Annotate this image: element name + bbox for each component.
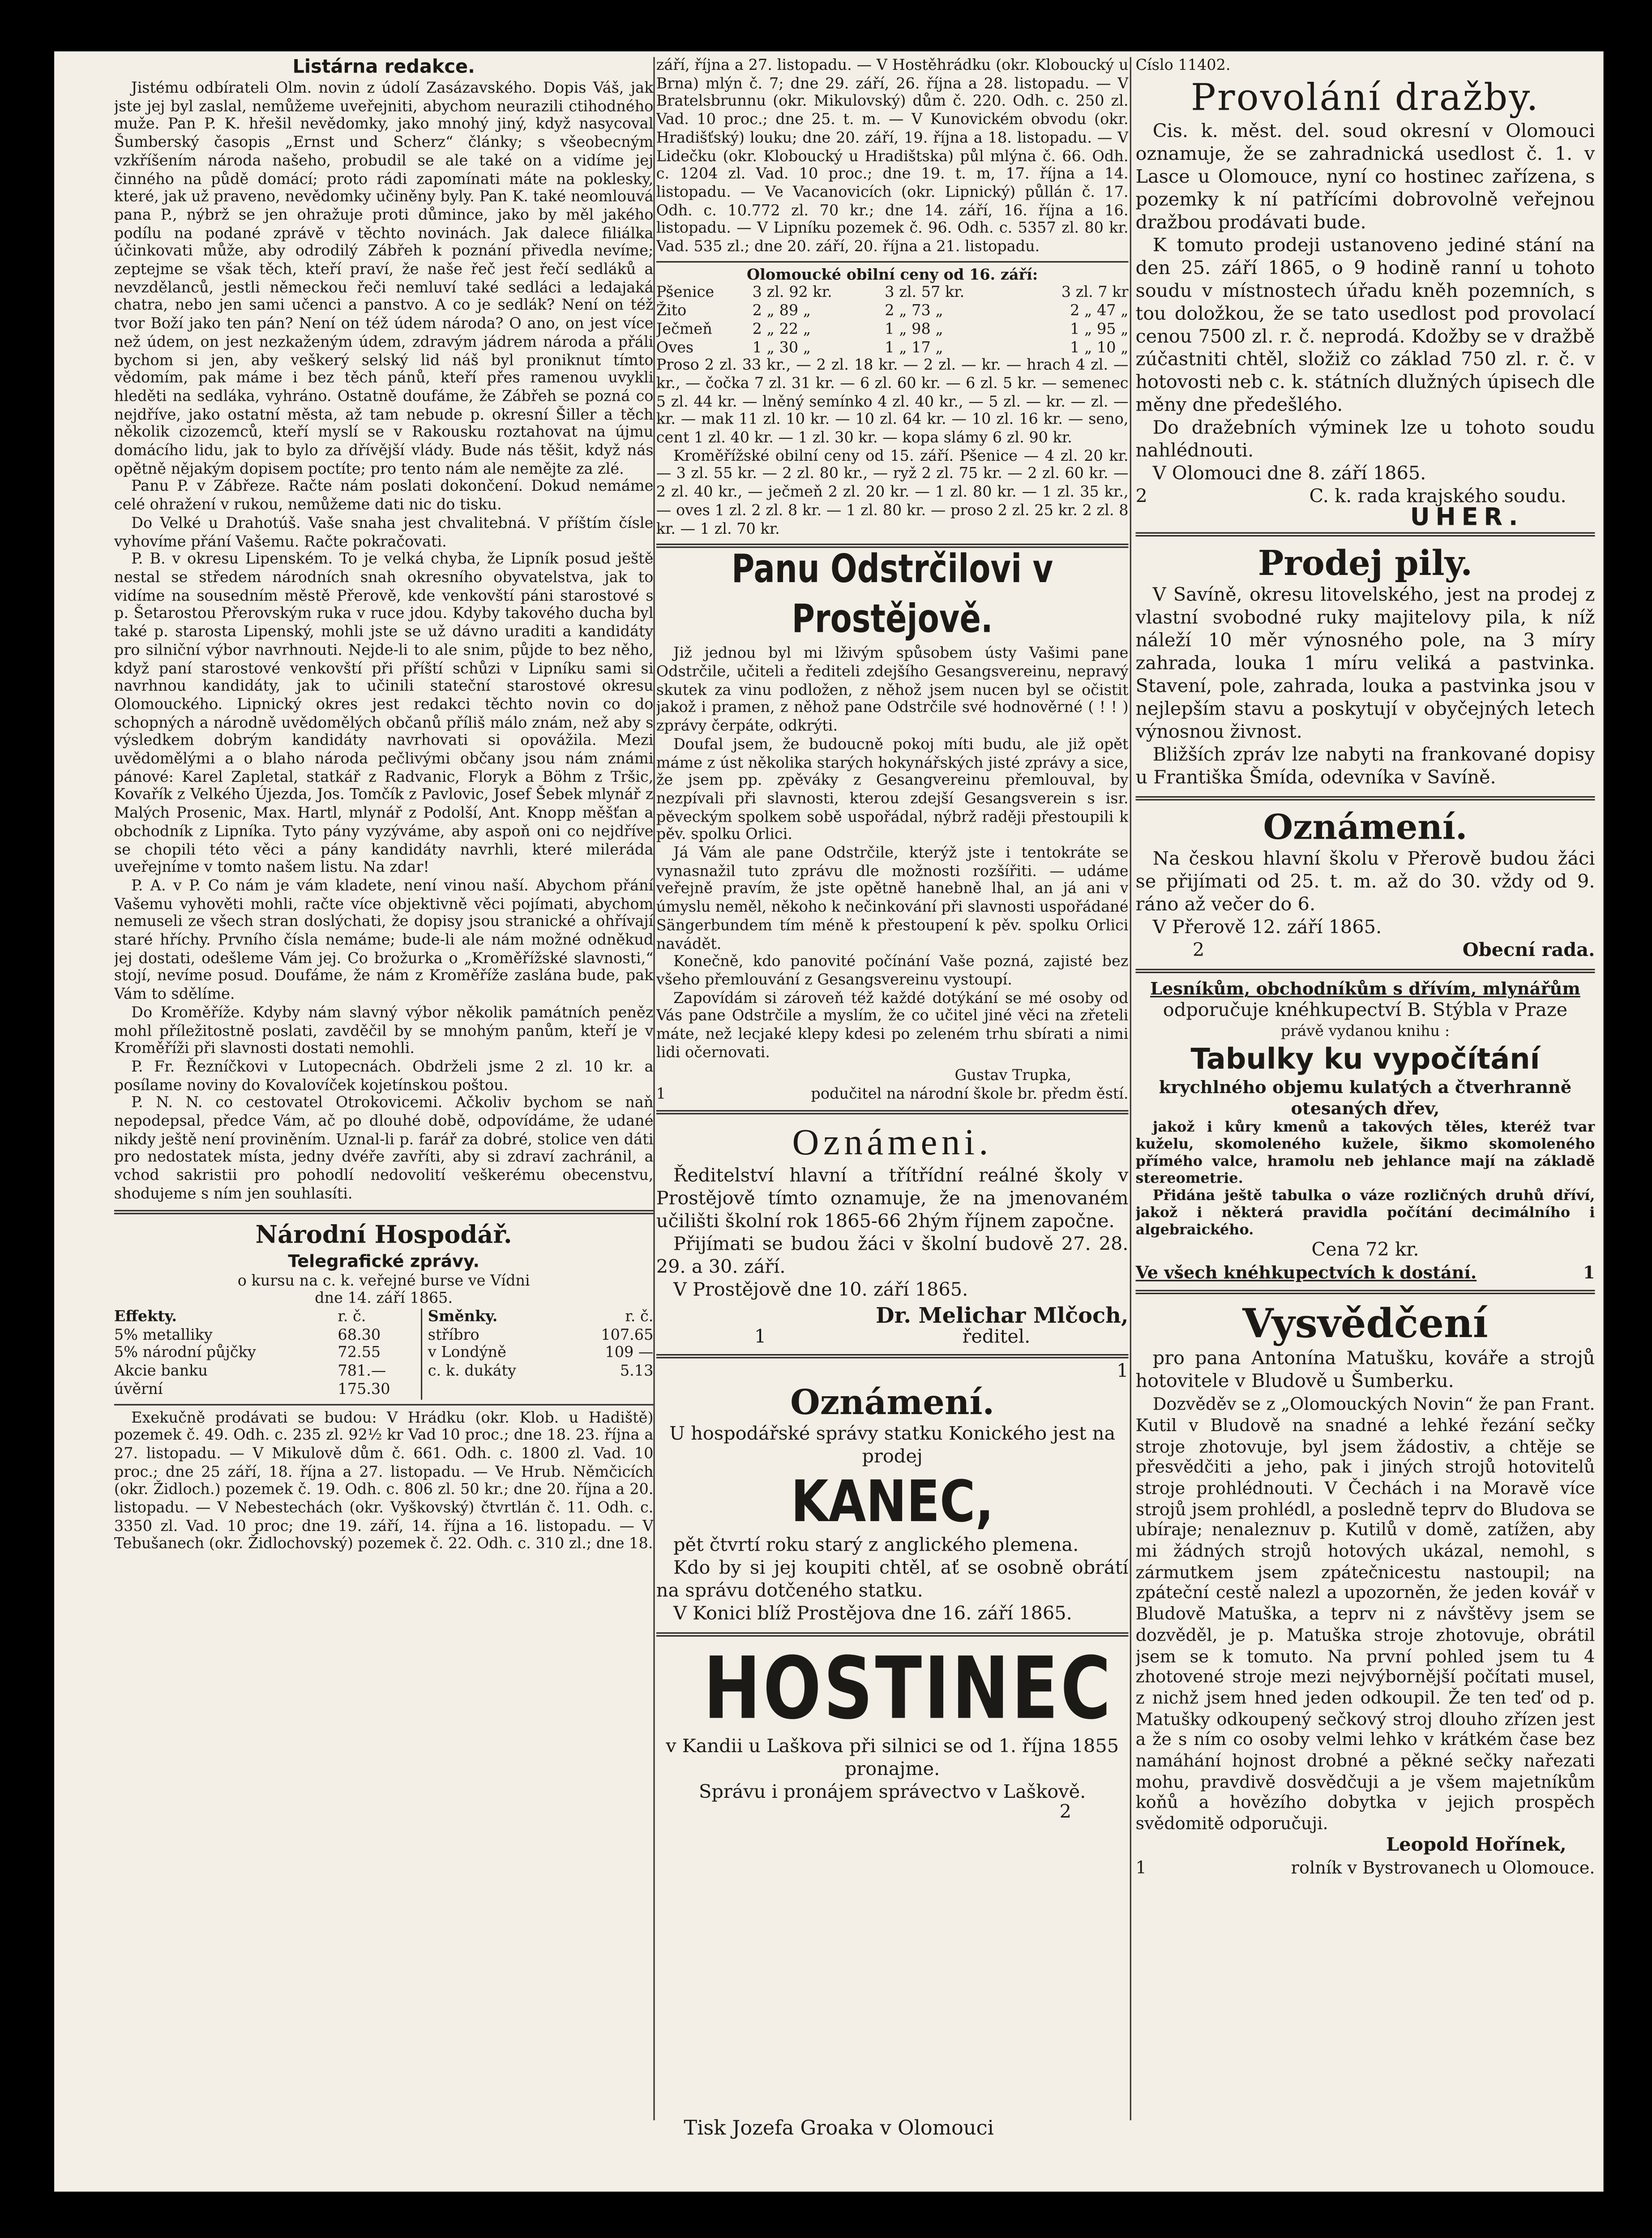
oznameni-paragraph: Na českou hlavní školu v Přerově budou žáci se přijímati od 25. t. m. až do 30. vždy od 9. ráno až večer do 6. [1135, 849, 1595, 917]
cell: stříbro [421, 1326, 570, 1344]
oznameni-signature-title: ředitel. [962, 1326, 1031, 1348]
column-right [1135, 57, 1595, 2123]
provolani-footer [1135, 486, 1595, 509]
column-rule [1130, 57, 1131, 2120]
cell: 1 „ 95 „ [1070, 321, 1129, 338]
section-rule [656, 1633, 1129, 1637]
letter-paragraph: P. B. v okresu Lipenském. To je velká chyba, že Lipník posud ještě nestal se středem národních snah okresního obyvatelstva, jak to vidíme na sousedním městě Přerově, kde venkovští páni starostové s p. Šetarostou Přerovským ruka v ruce jdou. Kdyby takového ducha byl také p. starosta Lipenský, mohli jste se už dávno uraditi a kandidáty pro silniční výbor navrhnouti. Nejde-li to ale snim, půjde to bez něho, když paní starostové venkovští při příští schůzi v Lipníku sami si navrhnou kandidáty, jak to učinili stateční starostové okresu Olomouckého. Lipnický okres jest redakci těchto novin co do schopných a národně uvědomělých občanů příliš málo znám, než aby s výsledkem dobrým kandidáty navrhovati si opovážila. Mezi uvědomělými a o blaho národa pečlivými občany jsou nám známi pánové: Karel Zapletal, statkář z Radvanic, Floryk a Böhm z Tršic, Kovařík z Velkého Újezda, Jos. Tomčík z Pavlovic, Josef Šebek mlynář z Malých Prosenic, Max. Hartl, mlynář z Podolší, Ant. Knopp měšťan a obchodník z Lipníka. Tyto pány vyzýváme, aby aspoň oni co nejdříve se chopili této věci a pány kandidáty navrhli, které mileráda uveřejníme v tomto našem listu. Na zdar! [114, 551, 654, 877]
header-rc: r. č. [338, 1308, 366, 1326]
printer-footer: Tisk Jozefa Groaka v Olomouci [684, 2117, 994, 2140]
tabulky-availability: Ve všech knéhkupectvích k dostání. [1135, 1263, 1477, 1283]
oznameni-footer [656, 1326, 1129, 1348]
lesnikum-heading: Lesníkům, obchodníkům s dřívím, mlynářům [1150, 979, 1580, 999]
section-rule [114, 1209, 653, 1214]
letter-paragraph: Do Velké u Drahotúš. Vaše snaha jest chvalitebná. V příštím čísle vyhovíme přání Vašemu. Račte pokračovati. [114, 514, 654, 550]
provolani-date: V Olomouci dne 8. září 1865. [1152, 463, 1426, 485]
odstrcil-footer [656, 1086, 1129, 1104]
cell: 109 — [605, 1344, 654, 1362]
section-rule [1135, 797, 1595, 801]
provolani-signature: C. k. rada krajského soudu. [1309, 486, 1566, 508]
oznameni-date: V Prostějově dne 10. září 1865. [673, 1279, 968, 1301]
grain-price-table [656, 285, 1129, 357]
ad-number: 2 [1135, 486, 1147, 508]
ad-number: 2 [1059, 1802, 1072, 1824]
column-middle [656, 57, 1129, 2123]
kromeriz-grain: Kroměřížské obilní ceny od 15. září. Pšenice — 4 zl. 20 kr. — 3 zl. 55 kr. — 2 zl. 80 kr., — ryž 2 zl. 75 kr. — 2 zl. 60 kr. — 2 zl. 40 kr., — ječmeň 2 zl. 20 kr. — 1 zl. 80 kr. — 1 zl. 35 kr., — oves 1 zl. 2 zl. 8 kr. — 1 zl. 80 kr. — proso 2 zl. 25 kr. 2 zl. 8 kr. — 1 zl. 70 kr. [656, 447, 1129, 537]
letter-paragraph: Panu P. v Zábřeze. Račte nám poslati dokončení. Dokud nemáme celé ohražení v rukou, nemůžeme dati nic do tisku. [114, 478, 654, 514]
tabulky-price: Cena 72 kr. [1311, 1240, 1419, 1262]
kanec-paragraph: U hospodářské správy statku Konického jest na prodej [669, 1424, 1116, 1469]
cell: 1 „ 30 „ [752, 339, 811, 356]
lesnikum-paragraph: právě vydanou knihu : [1280, 1024, 1450, 1041]
kanec-paragraph: Kdo by si jej koupiti chtěl, ať se osobně obrátí na správu dotčeného statku. [656, 1558, 1129, 1603]
odstrcil-paragraph: Konečně, kdo panovité počínání Vaše pozná, zajisté bez všeho přemlouvání z Gesangsvereinu vystoupí. [656, 953, 1129, 989]
cell: 2 „ 73 „ [885, 302, 943, 320]
cell: Ječmeň [656, 321, 712, 338]
odstrcil-heading: Panu Odstrčilovi v Prostějově. [732, 549, 1053, 643]
header-effekty: Effekty. [114, 1308, 177, 1326]
telegraph-heading: Telegrafické zprávy. [288, 1251, 480, 1271]
vysvedceni-heading: Vysvědčení [1242, 1300, 1488, 1347]
odstrcil-paragraph: Již jednou byl mi lživým spůsobem ústy Vašimi pane Odstrčile, učiteli a řediteli zdejšího Gesangsvereinu, nepravý skutek za vinu podložen, z něhož jsem nucen byl se očistit jakož i pramen, z něhož pane Odstrčile své hodnověrné ( ! ! ) zprávy čerpáte, odkrýti. [656, 645, 1129, 735]
oznameni-signature: Obecní rada. [1462, 941, 1595, 962]
cell: 5% metalliky [114, 1326, 213, 1344]
letter-paragraph: P. A. v P. Co nám je vám kladete, není vinou naší. Abychom přání Vašemu vyhověti mohli, račte více objektivně věci pojímati, abychom nemuseli ze všech stran doslýchati, že dopisy jsou stranické a ohřívají staré hříchy. Prvního čísla nemáme; bude-li ale nám možné odněkud jej dostati, odešleme Vám jej. Co brožurka o „Kroměřížské slavnosti,“ stojí, nevíme posud. Doufáme, že nám z Kroměříže zaslána bude, pak Vám to sdělíme. [114, 877, 654, 1003]
tabulky-subtitle: krychlného objemu kulatých a čtverhranně otesaných dřev, [1159, 1077, 1572, 1119]
exekuce-paragraph: Exekučně prodávati se budou: V Hrádku (okr. Klob. u Hadiště) pozemek č. 49. Odh. c. 235 zl. 92½ kr Vad 10 proc.; dne 18. 23. října a 27. listopadu. — V Mikulově dům č. 661. Odh. c. 1800 zl. Vad. 10 proc.; dne 25 září, 18. října a 27. listopadu. — Ve Hrub. Němčicích (okr. Židloch.) pozemek č. 19. Odh. c. 806 zl. 50 kr.; dne 20. října a 20. listopadu. — V Nebestechách (okr. Vyškovský) čtvrtlán č. 11. Odh. c. 3350 zl. Vad. 10 proc; dne 19. září, 14. října a 16. listopadu. — V Tebušanech (okr. Židlochovský) pozemek č. 22. Odh. c. 310 zl.; dne 18. [114, 1409, 654, 1553]
section-rule [656, 1354, 1129, 1358]
column-left [114, 57, 653, 2112]
oznameni-signature: Dr. Melichar Mlčoch, [876, 1302, 1129, 1329]
provolani-signature-name: UHER. [1410, 503, 1524, 532]
cell: 2 „ 22 „ [752, 321, 811, 338]
table-row [656, 303, 1129, 321]
provolani-paragraph: Do dražebních výminek lze u tohoto soudu nahlédnouti. [1135, 417, 1595, 462]
section-rule [1135, 533, 1595, 537]
header-smenky: Směnky. [421, 1308, 570, 1326]
table-row [656, 321, 1129, 339]
provolani-heading: Provolání dražby. [1190, 77, 1540, 120]
cell: 3 zl. 92 kr. [752, 284, 832, 302]
narodni-hospodar-heading: Národní Hospodář. [255, 1221, 512, 1250]
cell: 5% národní půjčky [114, 1344, 256, 1362]
oznameni-paragraph: Přijímati se budou žáci v školní budově 27. 28. 29. a 30. září. [656, 1234, 1129, 1278]
telegraph-subtitle: o kursu na c. k. veřejné burse ve Vídni [237, 1272, 530, 1290]
section-rule [656, 261, 1129, 262]
oznameni-footer [1135, 941, 1595, 964]
odstrcil-signature-title: podučitel na národní škole br. předm ěstí. [811, 1086, 1129, 1103]
table-header-row [114, 1308, 653, 1326]
table-row [114, 1381, 653, 1399]
column-rule [653, 57, 655, 2120]
case-number: Císlo 11402. [1135, 57, 1231, 74]
cell: 72.55 [338, 1344, 381, 1362]
ad-number: 1 [1117, 1360, 1129, 1382]
table-row [656, 285, 1129, 303]
cell: 1 „ 10 „ [1070, 339, 1129, 356]
letter-paragraph: P. N. N. co cestovatel Otrokovicemi. Ačkoliv bychom se naň nepodepsal, předce Vám, ač po dlouhé době, odpovídáme, že udané nikdy ještě není proviněním. Uznal-li p. farář za dobré, stolice ven dáti pro nedostatek místa, jedny dvéře zavříti, aby si zdraví zachránil, a vchod sakristii pro pohodlí nedovolití veškerému obecenstvu, shodujeme s ním jen souhlasíti. [114, 1095, 654, 1203]
tabulky-heading: Tabulky ku vypočítání [1190, 1042, 1540, 1076]
vysvedceni-footer [1135, 1857, 1595, 1879]
oznameni-heading: Oznámeni. [792, 1121, 993, 1163]
cell [421, 1381, 570, 1399]
cell: Oves [656, 339, 694, 356]
oznameni-date: V Přerově 12. září 1865. [1152, 918, 1382, 940]
exekuce-continued: září, října a 27. listopadu. — V Hostěhrádku (okr. Kloboucký u Brna) mlýn č. 7; dne 29. září, 26. října a 28. listopadu. — V Bratelsbrunnu (okr. Mikulovský) dům č. 220. Odh. c. 250 zl. Vad. 10 proc.; dne 25. t. m. — V Kunovickém obvodu (okr. Hradišťský) louku; dne 20. září, 19. října a 18. listopadu. — V Lidečku (okr. Kloboucký u Hradištska) půl mlýna č. 66. Odh. c. 1204 zl. Vad. 10 proc.; dne 19. t. m, 17. října a 14. listopadu. — Ve Vacanovicích (okr. Lipnický) půllán č. 17. Odh. c. 10.772 zl. 70 kr.; dne 14. září, 16. října a 16. listopadu. — V Lipníku pozemek č. 96. Odh. c. 5357 zl. 80 kr. Vad. 535 zl.; dne 20. září, 20. října a 21. listopadu. [656, 57, 1129, 256]
cell: 2 „ 47 „ [1070, 302, 1129, 320]
cell: v Londýně [421, 1345, 570, 1363]
oznameni-heading-3: Oznámení. [1263, 806, 1468, 849]
cell: c. k. dukáty [421, 1363, 570, 1381]
provolani-paragraph: Cis. k. měst. del. soud okresní v Olomouci oznamuje, že se zahradnická usedlost č. 1. v Lasce u Olomouce, nyní co hostinec zařízena, s pozemky k ní patřícími dobrovolně veřejnou dražbou prodávati bude. [1135, 120, 1595, 234]
table-row [114, 1363, 653, 1381]
pila-paragraph: V Savíně, okresu litovelského, jest na prodej z vlastní svobodné ruky majitelovy pila, k níž náleží 10 měr výnosného pole, na 3 míry zahrada, louka 1 míru veliká a pastvinka. Stavení, pole, zahrada, louka a pastvinka jsou v nejlepším stavu a poskytují v obyčejných letech výnosnou živnost. [1135, 585, 1595, 744]
letter-paragraph: Jistému odbírateli Olm. novin z údolí Zasázavského. Dopis Váš, jak jste jej byl zaslal, nemůžeme uveřejniti, abychom neurazili ctihodného muže. Pan P. K. hřešil nevědomky, jako mnohý jiný, když nasycoval Šumberský časopis „Ernst und Scherz“ články; s všeobecným vzkříšením národa našeho, probudil se ale také on a vidíme jej činného na půdě domácí; proto rádi zapomínati máte na poklesky, které, jak už praveno, nevědomky učiněny byly. Pan K. také neomlouvá pana P., nýbrž se jen ohražuje proti důmince, jako by měl jakého podílu na podané zprávě v těchto novinách. Jak dalece filiálka účinkovati může, aby odrodilý Zábřeh k poznání přivedla nevíme; zeptejme se však těch, kteří praví, že naše řeč jest řečí sedláků a nevzdělanců, jestli německou řeči nemluví také sedláci a ledajaká chatra, nebo jen sami učenci a panstvo. A co je sedlák? Není on též tvor Boží jako ten pán? Není on též údem národa? O ano, on jest více než údem, on jest nezkaženým údem, zdravým jádrem národa a přáli bychom si jen, aby veškerý selský lid náš byl proniknut tímto vědomím, pak máme i bez těch pánů, kteří přes ramenou uvykli hleděti na sedláka, vyhráno. Ostatně doufáme, že Zábřeh se pozná co nejdříve, jako ostatní města, až tam nebude p. okresní Šiller a těch několik cizozemců, kteří myslí se v Rakousku roztahovat na újmu domácího lidu, jak to bylo za dřívější vlády. Bude nás těšit, když nás opětně nějakým dopisem poctíte; pro tento nám ale nemějte za zlé. [114, 80, 654, 478]
vysvedceni-signature: Leopold Hořínek, [1386, 1835, 1566, 1856]
pila-heading: Prodej pily. [1258, 543, 1473, 584]
pila-paragraph: Bližších zpráv lze nabyti na frankované dopisy u Františka Šmída, odevníka v Savíně. [1135, 745, 1595, 790]
hostinec-paragraph: v Kandii u Laškova při silnici se od 1. října 1855 pronajme. [666, 1736, 1119, 1781]
olomouc-grain-rest: Proso 2 zl. 33 kr., — 2 zl. 18 kr. — 2 zl. — kr. — hrach 4 zl. — kr., — čočka 7 zl. 31 kr. — 6 zl. 60 kr. — 6 zl. 5 kr. — semenec 5 zl. 44 kr. — lněný semínko 4 zl. 40 kr., — 5 zl. — kr. — zl. — kr. — mak 11 zl. 10 kr. — 10 zl. 64 kr. — 10 zl. 16 kr. — seno, cent 1 zl. 40 kr. — 1 zl. 30 kr. — kopa slámy 6 zl. 90 kr. [656, 357, 1129, 447]
section-rule [656, 1110, 1129, 1115]
cell: Akcie banku [114, 1363, 208, 1380]
ad-number: 1 [754, 1326, 766, 1348]
kanec-headline: KANEC, [791, 1470, 994, 1536]
hostinec-headline: HOSTINEC [703, 1640, 1113, 1740]
tabulky-paragraph: jakož i kůry kmenů a takových těles, kteréž tvar kuželu, skomoleného kužele, šikmo skomoleného přímého valce, hramolu neb jehlance mají na základě stereometrie. [1135, 1120, 1595, 1188]
cell: 3 zl. 57 kr. [885, 284, 965, 302]
table-row [114, 1345, 653, 1363]
cell: 107.65 [601, 1326, 654, 1344]
cell: 175.30 [338, 1381, 390, 1398]
cell: 781.— [338, 1363, 386, 1380]
ad-number: 2 [1192, 941, 1205, 962]
telegraph-date: dne 14. září 1865. [315, 1290, 453, 1308]
table-row [656, 339, 1129, 357]
odstrcil-signature: Gustav Trupka, [954, 1068, 1072, 1085]
ad-number: 1 [656, 1086, 666, 1103]
section-rule [1135, 969, 1595, 974]
tabulky-footer [1135, 1263, 1595, 1284]
letter-paragraph: P. Fr. Řezníčkovi v Lutopecnách. Obdrželi jsme 2 zl. 10 kr. a posílame noviny do Kovalovíček kojetínskou poštou. [114, 1059, 654, 1094]
cell: 1 „ 17 „ [885, 339, 943, 356]
odstrcil-paragraph: Zapovídám si zároveň též každé dotýkání se mé osoby od Vás pane Odstrčile a myslím, že co učitel jiné věci na zřeteli máte, než lecjaké klepy kdesi po zeleném trhu sbírati a nimi lidi očernovati. [656, 990, 1129, 1061]
cell: úvěrní [114, 1381, 163, 1398]
tabulky-paragraph: Přidána ještě tabulka o váze rozličných druhů dříví, jakož i některá pravidla počítání decimálního i algebraického. [1135, 1188, 1595, 1239]
lesnikum-paragraph: odporučuje knéhkupectví B. Stýbla v Praze [1163, 1001, 1568, 1022]
odstrcil-paragraph: Já Vám ale pane Odstrčile, kterýž jste i tentokráte se vynasnažil tuto zprávu dle možnosti rozšířiti. — udáme veřejně pravím, že jste opětně hanebně lhal, an já ani v úmyslu neměl, někoho k nečinkování při slavnosti uspořádané Sängerbundem tím méně k přestoupení k pěv. spolku Orlici navádět. [656, 845, 1129, 953]
olomouc-grain-heading: Olomoucké obilní ceny od 16. září: [747, 266, 1038, 284]
listarna-heading: Listárna redakce. [292, 57, 475, 79]
header-rc2: r. č. [625, 1308, 654, 1326]
vysvedceni-signature-title: rolník v Bystrovanech u Olomouce. [1291, 1857, 1595, 1878]
cell: 3 zl. 7 kr [1061, 284, 1129, 302]
cell: Žito [656, 302, 687, 320]
newspaper-page [54, 51, 1604, 2192]
cell: 2 „ 89 „ [752, 302, 811, 320]
cell [571, 1381, 654, 1399]
exchange-table [114, 1308, 653, 1399]
table-row [114, 1326, 653, 1344]
cell: 68.30 [338, 1326, 381, 1344]
ad-number: 1 [1135, 1857, 1147, 1878]
oznameni-paragraph: Ředitelství hlavní a třítřídní reálné školy v Prostějově tímto oznamuje, že na jmenovaném učilišti školní rok 1865-66 2hým říjnem započne. [656, 1165, 1129, 1233]
hostinec-paragraph: Správu i pronájem správectvo v Laškově. [699, 1782, 1086, 1804]
section-rule [1135, 1290, 1595, 1295]
ad-number: 1 [1583, 1263, 1595, 1283]
cell: 5.13 [620, 1363, 654, 1380]
kanec-paragraph: pět čtvrtí roku starý z anglického plemena. [673, 1535, 1079, 1557]
oznameni-heading-2: Oznámení. [790, 1381, 995, 1423]
vysvedceni-paragraph: pro pana Antonína Matušku, kováře a strojů hotovitele v Bludově u Šumberku. [1135, 1348, 1595, 1393]
letter-paragraph: Do Kroměříže. Kdyby nám slavný výbor několik památních peněz mohl příležitostně poslati, zavděčil by se mnohým panům, kteří je v Kroměříži při slavnosti dostati nemohli. [114, 1004, 654, 1058]
kanec-date: V Konici blíž Prostějova dne 16. září 1865. [673, 1604, 1072, 1626]
cell: 1 „ 98 „ [885, 321, 943, 338]
provolani-paragraph: K tomuto prodeji ustanoveno jediné stání na den 25. září 1865, o 9 hodině ranní u tohoto soudu v místnostech úřadu kněh pozemních, s tou doložkou, že se tato usedlost pod provolací cenou 7500 zl. r. č. neprodá. Kdožby se v dražbě zúčastniti chtěl, složiž co základ 750 zl. r. č. v hotovosti neb c. k. státních dlužných úpisech dle měny dne předešlého. [1135, 235, 1595, 416]
section-rule [114, 1403, 653, 1405]
cell: Pšenice [656, 284, 715, 302]
vysvedceni-paragraph: Dozvěděv se z „Olomouckých Novin“ že pan Frant. Kutil v Bludově na snadné a lehké řezání sečky stroje zhotovuje, byl jsem žádostiv, a chtěje se přesvědčiti a jeho, pak i jiných strojů hotovitelů stroje prohlédnouti. V Čechách i na Moravě více strojů jsem prohlédl, a posledně teprv do Bludova se ubíraje; nenaleznuv p. Kutilů v domě, zatížen, aby mi žádných strojů hotových ukázal, nemohl, s zármutkem jsem zpátečnicestu nastoupil; na zpáteční cestě nalezl a upozorněn, že jeden kovář v Bludově Matuška, a teprv ni z návštěvy jsem se dozvěděl, je p. Matuška stroje zhotovuje, obrátil jsem se k tomuto. Na první pohled jsem tu 4 zhotovené stroje mezi nejvýbornější počítati musel, z nichž jsem hned jeden odkoupil. Že ten teď od p. Matušky odkoupený sečkový stroj dlouho zřízen jest a že s ním co osoby velmi lehko v krátkém čase bez namáhání hojnost drobné a pěkné sečky nařezati mohu, pravdivě dosvědčuji a je všem majetníkům koňů a hovězího dobytka v jejich prospěch svědomitě odporučuji. [1135, 1394, 1595, 1834]
odstrcil-paragraph: Doufal jsem, že budoucně pokoj míti budu, ale již opět máme z úst několika starých hokynářských jisté zprávy a sice, že jsem pp. zpěváky z Gesangvereinu přemlouval, by nezpívali při slavnosti, kterou zdejší Gesangsverein s isr. pěveckým spolkem sobě uspořádal, nýbrž raději přestoupili k pěv. spolku Orlici. [656, 736, 1129, 844]
